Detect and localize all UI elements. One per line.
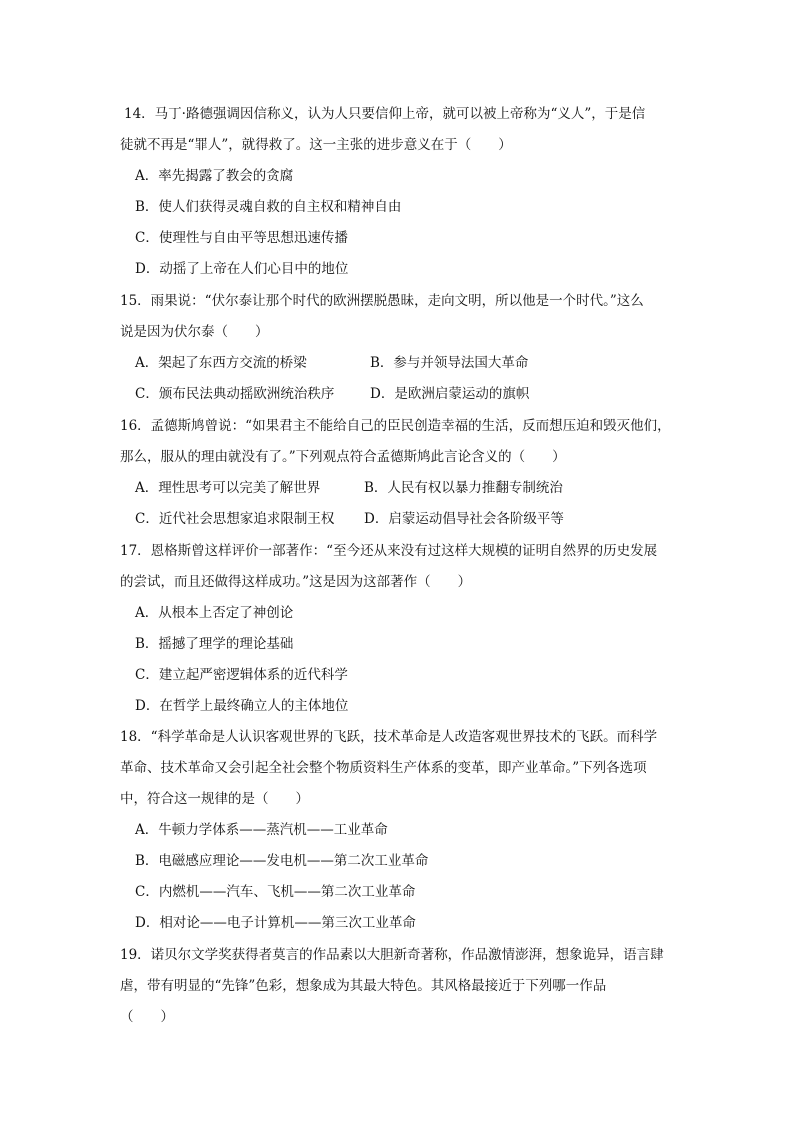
q16-option-a: A．理性思考可以完美了解世界 xyxy=(135,480,321,496)
q17-line-1: 17．恩格斯曾这样评价一部著作：“至今还从来没有过这样大规模的证明自然界的历史发展 xyxy=(120,543,658,559)
q15-option-a: A．架起了东西方交流的桥梁 xyxy=(135,355,307,371)
q18-option-d: D．相对论——电子计算机——第三次工业革命 xyxy=(135,915,416,931)
q17-option-d: D．在哲学上最终确立人的主体地位 xyxy=(135,698,349,714)
q19-line-1: 19．诺贝尔文学奖获得者莫言的作品素以大胆新奇著称，作品激情澎湃，想象诡异，语言肆 xyxy=(120,947,664,963)
q18-line-1: 18．“科学革命是人认识客观世界的飞跃，技术革命是人改造客观世界技术的飞跃。而科学 xyxy=(120,729,658,745)
q18-option-b: B．电磁感应理论——发电机——第二次工业革命 xyxy=(135,853,429,869)
q15-line-2: 说是因为伏尔泰（ ） xyxy=(120,324,269,340)
q18-option-c: C．内燃机——汽车、飞机——第二次工业革命 xyxy=(135,884,416,900)
q14-option-b: B．使人们获得灵魂自救的自主权和精神自由 xyxy=(135,199,402,215)
q17-line-2: 的尝试，而且还做得这样成功。”这是因为这部著作（ ） xyxy=(120,574,472,590)
q14-option-d: D．动摇了上帝在人们心目中的地位 xyxy=(135,261,349,277)
q15-option-c: C．颁布民法典动摇欧洲统治秩序 xyxy=(135,386,335,402)
q16-option-c: C．近代社会思想家追求限制王权 xyxy=(135,511,335,527)
q14-line-2: 徒就不再是“罪人”，就得救了。这一主张的进步意义在于（ ） xyxy=(120,137,512,153)
q16-line-1: 16．孟德斯鸠曾说：“如果君主不能给自己的臣民创造幸福的生活，反而想压迫和毁灭他们， xyxy=(120,418,671,434)
q18-line-2: 革命、技术革命又会引起全社会整个物质资料生产体系的变革，即产业革命。”下列各选项 xyxy=(120,760,647,776)
q15-option-d: D．是欧洲启蒙运动的旗帜 xyxy=(370,386,530,402)
q19-line-3: （ ） xyxy=(120,1009,174,1025)
q14-line-1: 14．马丁·路德强调因信称义，认为人只要信仰上帝，就可以被上帝称为“义人”，于是信 xyxy=(124,106,646,122)
q17-option-b: B．摇撼了理学的理论基础 xyxy=(135,636,294,652)
q18-line-3: 中，符合这一规律的是（ ） xyxy=(120,791,309,807)
q16-option-d: D．启蒙运动倡导社会各阶级平等 xyxy=(364,511,564,527)
q19-line-2: 虐，带有明显的“先锋”色彩，想象成为其最大特色。其风格最接近于下列哪一作品 xyxy=(120,978,607,994)
q17-option-c: C．建立起严密逻辑体系的近代科学 xyxy=(135,667,348,683)
q15-option-b: B．参与并领导法国大革命 xyxy=(370,355,529,371)
q16-line-2: 那么，服从的理由就没有了。”下列观点符合孟德斯鸠此言论含义的（ ） xyxy=(120,449,566,465)
q14-option-c: C．使理性与自由平等思想迅速传播 xyxy=(135,230,348,246)
q17-option-a: A．从根本上否定了神创论 xyxy=(135,605,294,621)
q18-option-a: A．牛顿力学体系——蒸汽机——工业革命 xyxy=(135,822,388,838)
q16-option-b: B．人民有权以暴力推翻专制统治 xyxy=(364,480,563,496)
q14-option-a: A．率先揭露了教会的贪腐 xyxy=(135,168,294,184)
q15-line-1: 15．雨果说：“伏尔泰让那个时代的欧洲摆脱愚昧，走向文明，所以他是一个时代。”这么 xyxy=(120,293,644,309)
